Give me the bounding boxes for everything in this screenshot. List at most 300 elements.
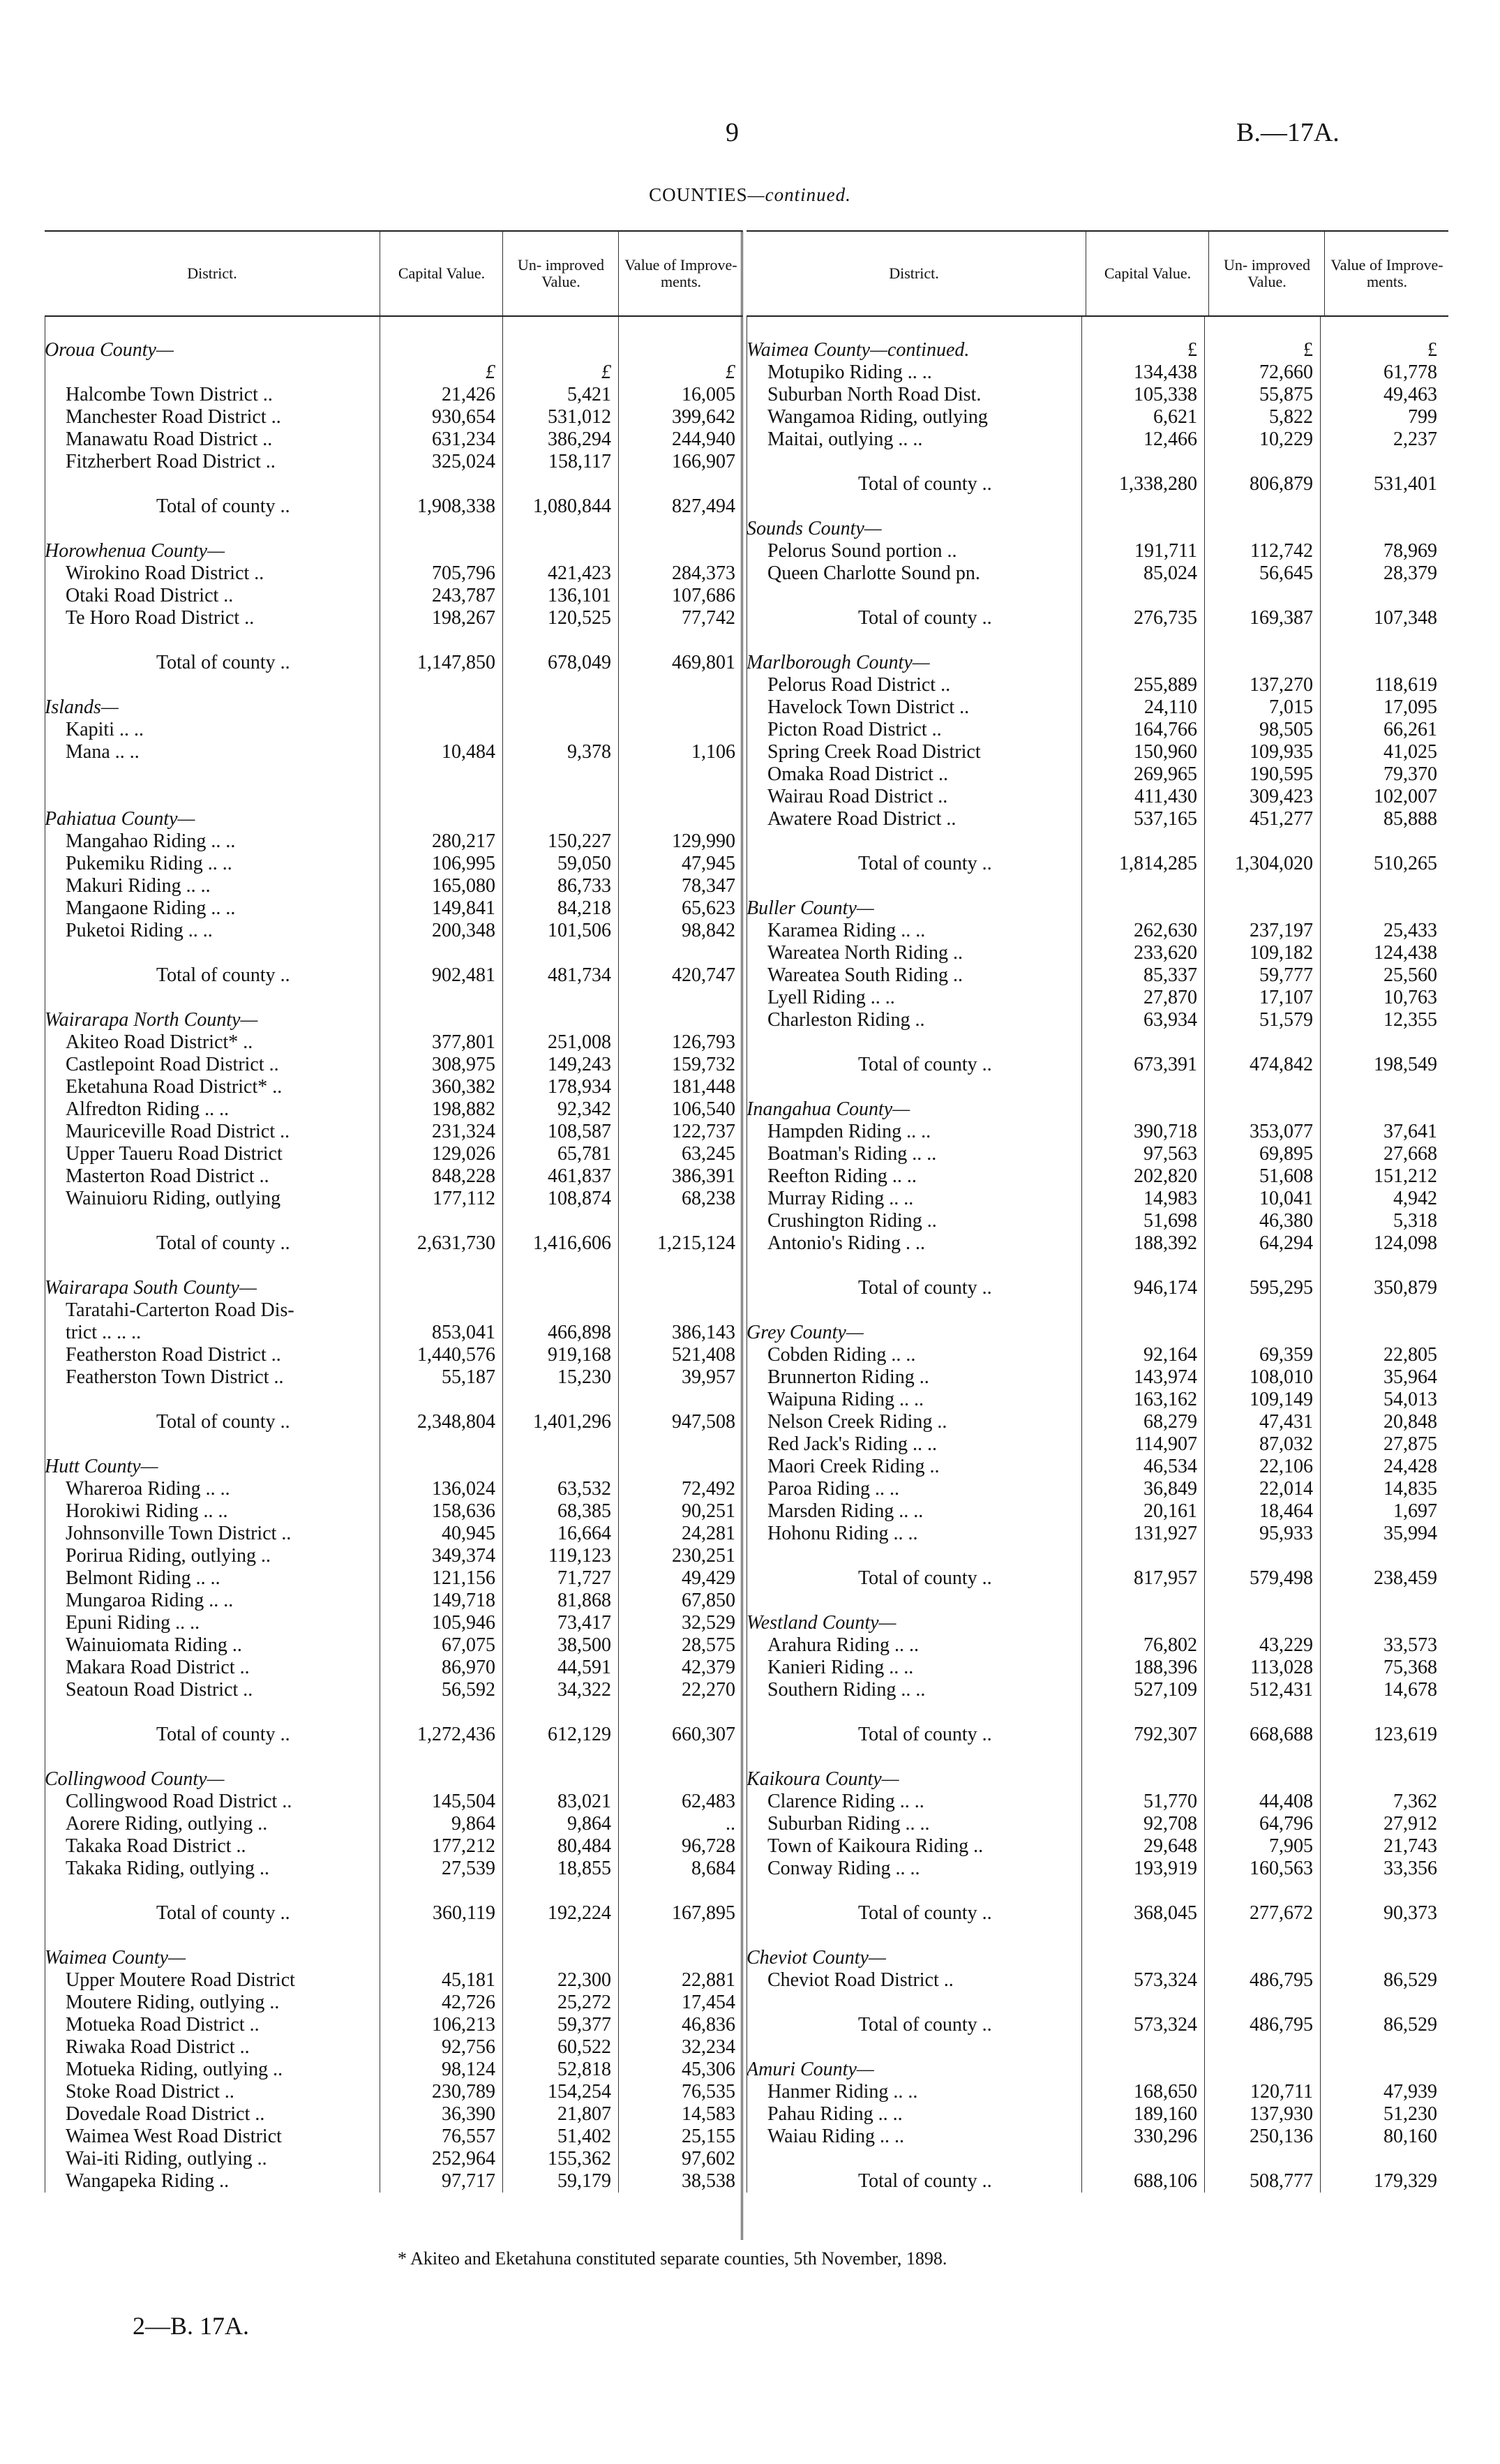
improvements-value-cell: 827,494 — [672, 495, 735, 517]
row-spacer — [747, 495, 1448, 518]
improvements-value-cell: 16,005 — [682, 384, 735, 405]
column-rule — [1320, 317, 1321, 2193]
table-row — [747, 1523, 1448, 1545]
footnote: * Akiteo and Eketahuna constituted separate counties, 5th November, 1898. — [398, 2248, 947, 2269]
improvements-value-cell: 39,957 — [682, 1366, 735, 1388]
county-heading-row — [45, 696, 742, 719]
capital-value-cell: 930,654 — [432, 406, 495, 428]
unimproved-value-cell: 190,595 — [1250, 763, 1313, 785]
capital-value-cell: 149,841 — [432, 897, 495, 919]
table-row — [45, 384, 742, 406]
improvements-value-cell: 17,095 — [1383, 696, 1437, 718]
district-cell: Hutt County— — [45, 1456, 158, 1477]
improvements-value-cell: 35,994 — [1383, 1523, 1437, 1544]
table-row — [747, 1456, 1448, 1478]
unimproved-value-cell: 612,129 — [548, 1724, 611, 1745]
unimproved-value-cell: 56,645 — [1259, 562, 1313, 584]
capital-value-cell: 121,156 — [432, 1567, 495, 1589]
improvements-value-cell: 27,912 — [1383, 1813, 1437, 1835]
county-total-row — [45, 1232, 742, 1255]
table-row — [45, 1188, 742, 1210]
table-row — [747, 1389, 1448, 1411]
capital-value-cell: 55,187 — [442, 1366, 495, 1388]
improvements-value-cell: 79,370 — [1383, 763, 1437, 785]
unimproved-value-cell: 64,294 — [1259, 1232, 1313, 1254]
table-row — [747, 1478, 1448, 1500]
unimproved-value-cell: 512,431 — [1250, 1679, 1313, 1701]
row-spacer — [45, 674, 742, 696]
improvements-value-cell: 350,879 — [1374, 1277, 1437, 1299]
improvements-value-cell: 151,212 — [1374, 1165, 1437, 1187]
improvements-value-cell: 386,391 — [672, 1165, 735, 1187]
capital-value-cell: 114,907 — [1134, 1433, 1197, 1455]
district-cell: Moutere Riding, outlying .. — [66, 1992, 280, 2013]
improvements-value-cell: 66,261 — [1383, 719, 1437, 740]
capital-value-cell: £ — [486, 361, 495, 383]
unimproved-value-cell: 68,385 — [557, 1500, 611, 1522]
improvements-value-cell: 1,697 — [1393, 1500, 1437, 1522]
district-cell: Wangapeka Riding .. — [66, 2170, 230, 2192]
unimproved-value-cell: 119,123 — [548, 1545, 611, 1567]
capital-value-cell: 40,945 — [442, 1523, 495, 1544]
improvements-value-cell: 124,098 — [1374, 1232, 1437, 1254]
district-cell: Pahiatua County— — [45, 808, 195, 830]
capital-value-cell: 86,970 — [442, 1657, 495, 1678]
table-row — [747, 763, 1448, 786]
improvements-value-cell: 1,106 — [691, 741, 735, 763]
capital-value-cell: 230,789 — [432, 2081, 495, 2103]
county-heading-row — [747, 652, 1448, 674]
improvements-value-cell: 179,329 — [1374, 2170, 1437, 2192]
district-cell: Suburban Riding .. .. — [767, 1813, 930, 1835]
unimproved-value-cell: 59,050 — [557, 853, 611, 874]
capital-value-cell: 202,820 — [1134, 1165, 1197, 1187]
unimproved-value-cell: 18,464 — [1259, 1500, 1313, 1522]
county-heading-row — [747, 1947, 1448, 1969]
district-cell: Otaki Road District .. — [66, 585, 234, 606]
table-row — [747, 1791, 1448, 1813]
table-row — [747, 540, 1448, 562]
improvements-value-cell: 284,373 — [672, 562, 735, 584]
capital-value-cell: 27,539 — [442, 1858, 495, 1879]
improvements-value-cell: 660,307 — [672, 1724, 735, 1745]
table-row — [45, 1500, 742, 1523]
unimproved-value-cell: £ — [1303, 339, 1313, 361]
improvements-value-cell: 42,379 — [682, 1657, 735, 1678]
table-row — [45, 1322, 742, 1344]
district-cell: Riwaka Road District .. — [66, 2036, 250, 2058]
unimproved-value-cell: 59,777 — [1259, 964, 1313, 986]
improvements-value-cell: 80,160 — [1383, 2126, 1437, 2147]
capital-value-cell: 6,621 — [1153, 406, 1197, 428]
unimproved-value-cell: 237,197 — [1250, 920, 1313, 941]
table-row — [747, 1143, 1448, 1165]
table-row — [45, 428, 742, 451]
unimproved-value-cell: 169,387 — [1250, 607, 1313, 629]
improvements-value-cell: 244,940 — [672, 428, 735, 450]
capital-value-cell: 36,390 — [442, 2103, 495, 2125]
unimproved-value-cell: 136,101 — [548, 585, 611, 606]
column-rule — [502, 317, 503, 2193]
table-row — [45, 1165, 742, 1188]
improvements-value-cell: 61,778 — [1383, 361, 1437, 383]
unimproved-value-cell: 101,506 — [548, 920, 611, 941]
district-cell: Waimea County— — [45, 1947, 186, 1969]
table-row — [747, 2081, 1448, 2103]
unimproved-value-cell: 44,591 — [557, 1657, 611, 1678]
table-row — [747, 1657, 1448, 1679]
row-spacer — [747, 830, 1448, 853]
county-heading-row — [45, 339, 742, 361]
unimproved-value-cell: 595,295 — [1250, 1277, 1313, 1299]
row-spacer — [45, 317, 742, 339]
capital-value-cell: 105,946 — [432, 1612, 495, 1634]
capital-value-cell: 188,396 — [1134, 1657, 1197, 1678]
county-total-row — [747, 1054, 1448, 1076]
county-total-row — [45, 1724, 742, 1746]
improvements-value-cell: 98,842 — [682, 920, 735, 941]
capital-value-cell: 243,787 — [432, 585, 495, 606]
capital-value-cell: 76,802 — [1143, 1634, 1197, 1656]
improvements-value-cell: 129,990 — [672, 830, 735, 852]
unimproved-value-cell: 51,402 — [557, 2126, 611, 2147]
county-total-row — [747, 1567, 1448, 1590]
capital-value-cell: 817,957 — [1134, 1567, 1197, 1589]
unimproved-value-cell: 69,895 — [1259, 1143, 1313, 1165]
unimproved-value-cell: 137,270 — [1250, 674, 1313, 696]
capital-value-cell: 158,636 — [432, 1500, 495, 1522]
table-row — [747, 2103, 1448, 2126]
improvements-value-cell: 90,373 — [1383, 1902, 1437, 1924]
capital-value-cell: 42,726 — [442, 1992, 495, 2013]
district-cell: Brunnerton Riding .. — [767, 1366, 929, 1388]
improvements-value-cell: £ — [1427, 339, 1437, 361]
unimproved-value-cell: 15,230 — [557, 1366, 611, 1388]
improvements-value-cell: 166,907 — [672, 451, 735, 472]
district-cell: Featherston Town District .. — [66, 1366, 284, 1388]
unimproved-value-cell: 25,272 — [557, 1992, 611, 2013]
improvements-value-cell: 68,238 — [682, 1188, 735, 1209]
improvements-value-cell: 20,848 — [1383, 1411, 1437, 1433]
unimproved-value-cell: 22,106 — [1259, 1456, 1313, 1477]
county-heading-row — [45, 1009, 742, 1031]
row-spacer — [747, 1590, 1448, 1612]
district-cell: Motueka Riding, outlying .. — [66, 2059, 283, 2080]
table-row — [45, 1679, 742, 1701]
improvements-value-cell: 97,602 — [682, 2148, 735, 2170]
unimproved-value-cell: 95,933 — [1259, 1523, 1313, 1544]
capital-value-cell: 188,392 — [1134, 1232, 1197, 1254]
capital-value-cell: 1,338,280 — [1119, 473, 1197, 495]
unimproved-value-cell: 71,727 — [557, 1567, 611, 1589]
district-cell: Southern Riding .. .. — [767, 1679, 926, 1701]
district-cell: Featherston Road District .. — [66, 1344, 281, 1366]
improvements-value-cell: 230,251 — [672, 1545, 735, 1567]
unimproved-value-cell: 69,359 — [1259, 1344, 1313, 1366]
county-heading-row — [747, 897, 1448, 920]
unimproved-value-cell: 108,587 — [548, 1121, 611, 1142]
table-row — [45, 1076, 742, 1098]
header-unimproved-value: Un- improved Value. — [502, 232, 619, 315]
improvements-value-cell: 107,348 — [1374, 607, 1437, 629]
capital-value-cell: 97,717 — [442, 2170, 495, 2192]
unimproved-value-cell: 7,905 — [1269, 1835, 1313, 1857]
improvements-value-cell: 118,619 — [1374, 674, 1437, 696]
improvements-value-cell: 4,942 — [1393, 1188, 1437, 1209]
district-cell: Motueka Road District .. — [66, 2014, 260, 2036]
improvements-value-cell: 25,433 — [1383, 920, 1437, 941]
capital-value-cell: 51,770 — [1143, 1791, 1197, 1812]
district-cell: Queen Charlotte Sound pn. — [767, 562, 980, 584]
district-cell: Arahura Riding .. .. — [767, 1634, 919, 1656]
county-heading-row — [45, 1768, 742, 1791]
district-cell: Awatere Road District .. — [767, 808, 957, 830]
improvements-value-cell: 22,270 — [682, 1679, 735, 1701]
row-spacer — [747, 317, 1448, 339]
capital-value-cell: 164,766 — [1134, 719, 1197, 740]
unimproved-value-cell: 309,423 — [1250, 786, 1313, 807]
unimproved-value-cell: 72,660 — [1259, 361, 1313, 383]
table-row — [747, 1411, 1448, 1433]
title-main: COUNTIES — [649, 184, 748, 205]
table-row — [747, 1500, 1448, 1523]
table-row — [45, 830, 742, 853]
district-cell: Karamea Riding .. .. — [767, 920, 926, 941]
improvements-value-cell: 33,573 — [1383, 1634, 1437, 1656]
district-cell: Amuri County— — [747, 2059, 874, 2080]
capital-value-cell: 198,882 — [432, 1098, 495, 1120]
unimproved-value-cell: 47,431 — [1259, 1411, 1313, 1433]
capital-value-cell: 360,382 — [432, 1076, 495, 1098]
district-cell: Mana .. .. — [66, 741, 140, 763]
improvements-value-cell: 167,895 — [672, 1902, 735, 1924]
unimproved-value-cell: 80,484 — [557, 1835, 611, 1857]
improvements-value-cell: 78,347 — [682, 875, 735, 897]
district-cell: Akiteo Road District* .. — [66, 1031, 253, 1053]
capital-value-cell: 527,109 — [1134, 1679, 1197, 1701]
capital-value-cell: 106,213 — [432, 2014, 495, 2036]
table-row — [45, 875, 742, 897]
district-cell: Mungaroa Riding .. .. — [66, 1590, 234, 1611]
district-cell: Clarence Riding .. .. — [767, 1791, 924, 1812]
capital-value-cell: 134,438 — [1134, 361, 1197, 383]
table-row — [45, 406, 742, 428]
district-cell: Waipuna Riding .. .. — [767, 1389, 924, 1410]
district-cell: Pukemiku Riding .. .. — [66, 853, 232, 874]
district-cell: Mauriceville Road District .. — [66, 1121, 290, 1142]
page-signature: 2—B. 17A. — [133, 2312, 250, 2340]
district-cell: Westland County— — [747, 1612, 897, 1634]
table-row — [45, 1969, 742, 1992]
capital-value-cell: 853,041 — [432, 1322, 495, 1343]
district-cell: trict .. .. .. — [66, 1322, 142, 1343]
capital-value-cell: 20,161 — [1143, 1500, 1197, 1522]
row-spacer — [45, 942, 742, 964]
unimproved-value-cell: 149,243 — [548, 1054, 611, 1075]
county-total-row — [747, 2014, 1448, 2036]
unimproved-value-cell: 150,227 — [548, 830, 611, 852]
table-row — [747, 2126, 1448, 2148]
district-cell: Total of county .. — [156, 1724, 290, 1745]
improvements-value-cell: 96,728 — [682, 1835, 735, 1857]
district-cell: Inangahua County— — [747, 1098, 910, 1120]
table-row — [747, 964, 1448, 987]
county-total-row — [747, 1277, 1448, 1299]
table-row — [45, 2036, 742, 2059]
capital-value-cell: 688,106 — [1134, 2170, 1197, 2192]
table-row — [747, 1121, 1448, 1143]
county-total-row — [747, 2170, 1448, 2193]
header-unimproved-value: Un- improved Value. — [1208, 232, 1325, 315]
table-row — [45, 562, 742, 585]
table-row — [747, 1858, 1448, 1880]
district-cell: Wirokino Road District .. — [66, 562, 264, 584]
county-total-row — [45, 652, 742, 674]
unimproved-value-cell: 531,012 — [548, 406, 611, 428]
table-row — [747, 719, 1448, 741]
table-row — [45, 1634, 742, 1657]
unimproved-value-cell: 5,822 — [1269, 406, 1313, 428]
district-cell: Whareroa Riding .. .. — [66, 1478, 230, 1500]
district-cell: Paroa Riding .. .. — [767, 1478, 899, 1500]
capital-value-cell: 280,217 — [432, 830, 495, 852]
district-cell: Total of county .. — [858, 1724, 992, 1745]
district-cell: Antonio's Riding . .. — [767, 1232, 925, 1254]
unimproved-value-cell: 43,229 — [1259, 1634, 1313, 1656]
unimproved-value-cell: 113,028 — [1250, 1657, 1313, 1678]
district-cell: Grey County— — [747, 1322, 864, 1343]
capital-value-cell: 200,348 — [432, 920, 495, 941]
district-cell: Pelorus Sound portion .. — [767, 540, 957, 562]
improvements-value-cell: 2,237 — [1393, 428, 1437, 450]
table-row — [45, 607, 742, 629]
unimproved-value-cell: 64,796 — [1259, 1813, 1313, 1835]
row-spacer — [45, 1701, 742, 1724]
district-cell: Nelson Creek Riding .. — [767, 1411, 947, 1433]
row-spacer — [45, 473, 742, 495]
improvements-value-cell: 75,368 — [1383, 1657, 1437, 1678]
row-spacer — [747, 1701, 1448, 1724]
unimproved-value-cell: 44,408 — [1259, 1791, 1313, 1812]
table-row — [45, 920, 742, 942]
district-cell: Cobden Riding .. .. — [767, 1344, 916, 1366]
county-heading-row — [45, 1277, 742, 1299]
capital-value-cell: 252,964 — [432, 2148, 495, 2170]
row-spacer — [747, 1925, 1448, 1947]
district-cell: Hampden Riding .. .. — [767, 1121, 931, 1142]
table-row — [747, 674, 1448, 696]
district-cell: Waiau Riding .. .. — [767, 2126, 905, 2147]
row-spacer — [45, 1210, 742, 1232]
capital-value-cell: 145,504 — [432, 1791, 495, 1812]
capital-value-cell: 92,756 — [442, 2036, 495, 2058]
table-row — [747, 1366, 1448, 1389]
district-cell: Total of county .. — [156, 1411, 290, 1433]
unimproved-value-cell: 9,864 — [567, 1813, 611, 1835]
capital-value-cell: 56,592 — [442, 1679, 495, 1701]
table-row — [45, 1992, 742, 2014]
unimproved-value-cell: 1,080,844 — [533, 495, 611, 517]
unimproved-value-cell: 155,362 — [548, 2148, 611, 2170]
improvements-value-cell: .. — [726, 1813, 735, 1835]
district-cell: Eketahuna Road District* .. — [66, 1076, 283, 1098]
district-cell: Cheviot County— — [747, 1947, 886, 1969]
column-rule — [1204, 317, 1205, 2193]
district-cell: Omaka Road District .. — [767, 763, 948, 785]
capital-value-cell: 189,160 — [1134, 2103, 1197, 2125]
district-cell: Hohonu Riding .. .. — [767, 1523, 918, 1544]
district-cell: Murray Riding .. .. — [767, 1188, 914, 1209]
district-cell: Lyell Riding .. .. — [767, 987, 895, 1008]
capital-value-cell: 276,735 — [1134, 607, 1197, 629]
capital-value-cell: 308,975 — [432, 1054, 495, 1075]
district-cell: Wareatea South Riding .. — [767, 964, 963, 986]
row-spacer — [747, 1880, 1448, 1902]
table-row — [45, 1858, 742, 1880]
unimproved-value-cell: 508,777 — [1250, 2170, 1313, 2192]
district-cell: Seatoun Road District .. — [66, 1679, 253, 1701]
capital-value-cell: 131,927 — [1134, 1523, 1197, 1544]
table-row — [747, 1813, 1448, 1835]
district-cell: Porirua Riding, outlying .. — [66, 1545, 271, 1567]
improvements-value-cell: £ — [726, 361, 735, 383]
table-row — [45, 1657, 742, 1679]
unimproved-value-cell: 7,015 — [1269, 696, 1313, 718]
table-row — [45, 741, 742, 763]
unimproved-value-cell: 250,136 — [1250, 2126, 1313, 2147]
improvements-value-cell: 54,013 — [1383, 1389, 1437, 1410]
capital-value-cell: 262,630 — [1134, 920, 1197, 941]
improvements-value-cell: 33,356 — [1383, 1858, 1437, 1879]
improvements-value-cell: 22,881 — [682, 1969, 735, 1991]
improvements-value-cell: 469,801 — [672, 652, 735, 673]
unimproved-value-cell: 160,563 — [1250, 1858, 1313, 1879]
capital-value-cell: 792,307 — [1134, 1724, 1197, 1745]
improvements-value-cell: 21,743 — [1383, 1835, 1437, 1857]
table-row — [45, 2126, 742, 2148]
improvements-value-cell: 8,684 — [691, 1858, 735, 1879]
capital-value-cell: 165,080 — [432, 875, 495, 897]
district-cell: Epuni Riding .. .. — [66, 1612, 200, 1634]
unimproved-value-cell: 192,224 — [548, 1902, 611, 1924]
district-cell: Charleston Riding .. — [767, 1009, 925, 1031]
table-row — [747, 1232, 1448, 1255]
column-rule — [618, 317, 619, 2193]
unimproved-value-cell: 22,300 — [557, 1969, 611, 1991]
capital-value-cell: 177,112 — [433, 1188, 495, 1209]
county-heading-row — [747, 339, 1448, 361]
improvements-value-cell: 124,438 — [1374, 942, 1437, 964]
capital-value-cell: 51,698 — [1143, 1210, 1197, 1232]
capital-value-cell: 76,557 — [442, 2126, 495, 2147]
district-cell: Horowhenua County— — [45, 540, 225, 562]
district-cell: Halcombe Town District .. — [66, 384, 273, 405]
unimproved-value-cell: 579,498 — [1250, 1567, 1313, 1589]
district-cell: Crushington Riding .. — [767, 1210, 937, 1232]
unimproved-value-cell: 38,500 — [557, 1634, 611, 1656]
district-cell: Suburban North Road Dist. — [767, 384, 982, 405]
capital-value-cell: 85,024 — [1143, 562, 1197, 584]
capital-value-cell: 67,075 — [442, 1634, 495, 1656]
table-row — [45, 2059, 742, 2081]
unimproved-value-cell: 34,322 — [557, 1679, 611, 1701]
district-cell: Total of county .. — [156, 1902, 290, 1924]
row-spacer — [747, 875, 1448, 897]
unimproved-value-cell: 63,532 — [557, 1478, 611, 1500]
capital-value-cell: 21,426 — [442, 384, 495, 405]
improvements-value-cell: 14,835 — [1383, 1478, 1437, 1500]
improvements-value-cell: 78,969 — [1383, 540, 1437, 562]
